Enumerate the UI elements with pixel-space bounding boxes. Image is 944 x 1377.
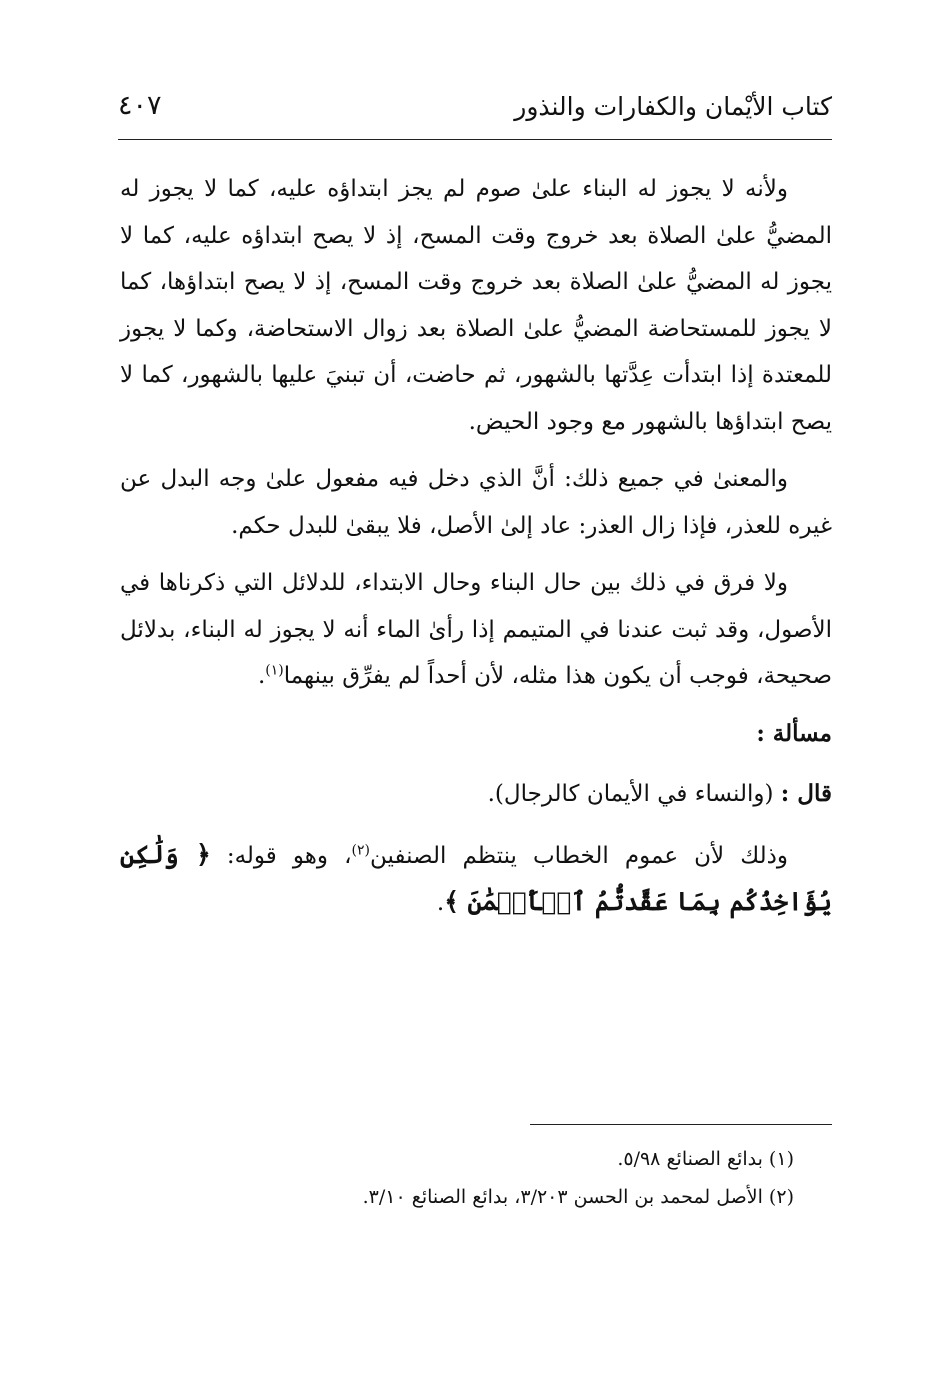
paragraph-5-end: . (436, 890, 445, 916)
qal-text: (والنساء في الأيمان كالرجال). (487, 781, 781, 807)
paragraph-5-text: وذلك لأن عموم الخطاب ينتظم الصنفين (370, 842, 788, 869)
paragraph-2: والمعنىٰ في جميع ذلك: أنَّ الذي دخل فيه مفعول علىٰ وجه البدل عن غيره للعذر، فإذا زال العذر: عاد إلىٰ الأصل، فلا يبقىٰ للبدل حكم. (120, 466, 832, 539)
footnote-ref-2[interactable]: (٢) (351, 841, 371, 858)
footnote-2: (٢) الأصل لمحمد بن الحسن ٣/٢٠٣، بدائع الصنائع ٣/١٠. (362, 1186, 794, 1208)
quran-verse: ﴿ وَلَٰكِن يُؤَاخِذُكُم بِمَا عَقَّدتُّمُ ٱلۡأَيۡمَٰنَ ﴾ (120, 839, 832, 916)
masala-heading (120, 711, 832, 758)
header-rule (118, 139, 832, 140)
paragraph-3-text: ولا فرق في ذلك بين حال البناء وحال الابتداء، للدلائل التي ذكرناها في الأصول، وقد ثبت عندنا في المتيمم إذا رأىٰ الماء أنه لا يجوز له البناء، بدلائل صحيحة، فوجب أن يكون هذا مثله، لأن أحداً لم يفرِّق بينهما (120, 570, 832, 689)
footnote-rule (530, 1124, 832, 1125)
paragraph-3 (120, 560, 832, 700)
page-number: ٤٠٧ (118, 90, 162, 121)
masala-label: مسألة : (756, 719, 832, 747)
paragraph-5 (120, 832, 832, 927)
qal-label: قال : (780, 780, 832, 807)
page-header (118, 88, 832, 138)
paragraph-5-mid: ، وهو قوله: (210, 842, 352, 869)
main-text (120, 166, 832, 938)
qal-paragraph (120, 771, 832, 818)
footnote-1: (١) بدائع الصنائع ٥/٩٨. (617, 1148, 794, 1170)
paragraph-3-end: . (257, 663, 266, 689)
paragraph-1: ولأنه لا يجوز له البناء علىٰ صوم لم يجز ابتداؤه عليه، كما لا يجوز له المضيُّ علىٰ الصلاة بعد خروج وقت المسح، إذ لا يصح ابتداؤه عليه، كما لا يجوز له المضيُّ علىٰ الصلاة بعد خروج وقت المسح، إذ لا يصح ابتداؤها، كما لا يجوز للمستحاضة المضيُّ علىٰ الصلاة بعد زوال الاستحاضة، وكما لا يجوز للمعتدة إذا ابتدأت عِدَّتها بالشهور، ثم حاضت، أن تبنيَ عليها بالشهور، كما لا يصح ابتداؤها بالشهور مع وجود الحيض. (120, 176, 832, 435)
footnotes (120, 1140, 794, 1216)
footnote-ref-1[interactable]: (١) (265, 662, 284, 679)
running-title: كتاب الأيْمان والكفارات والنذور (514, 92, 832, 121)
